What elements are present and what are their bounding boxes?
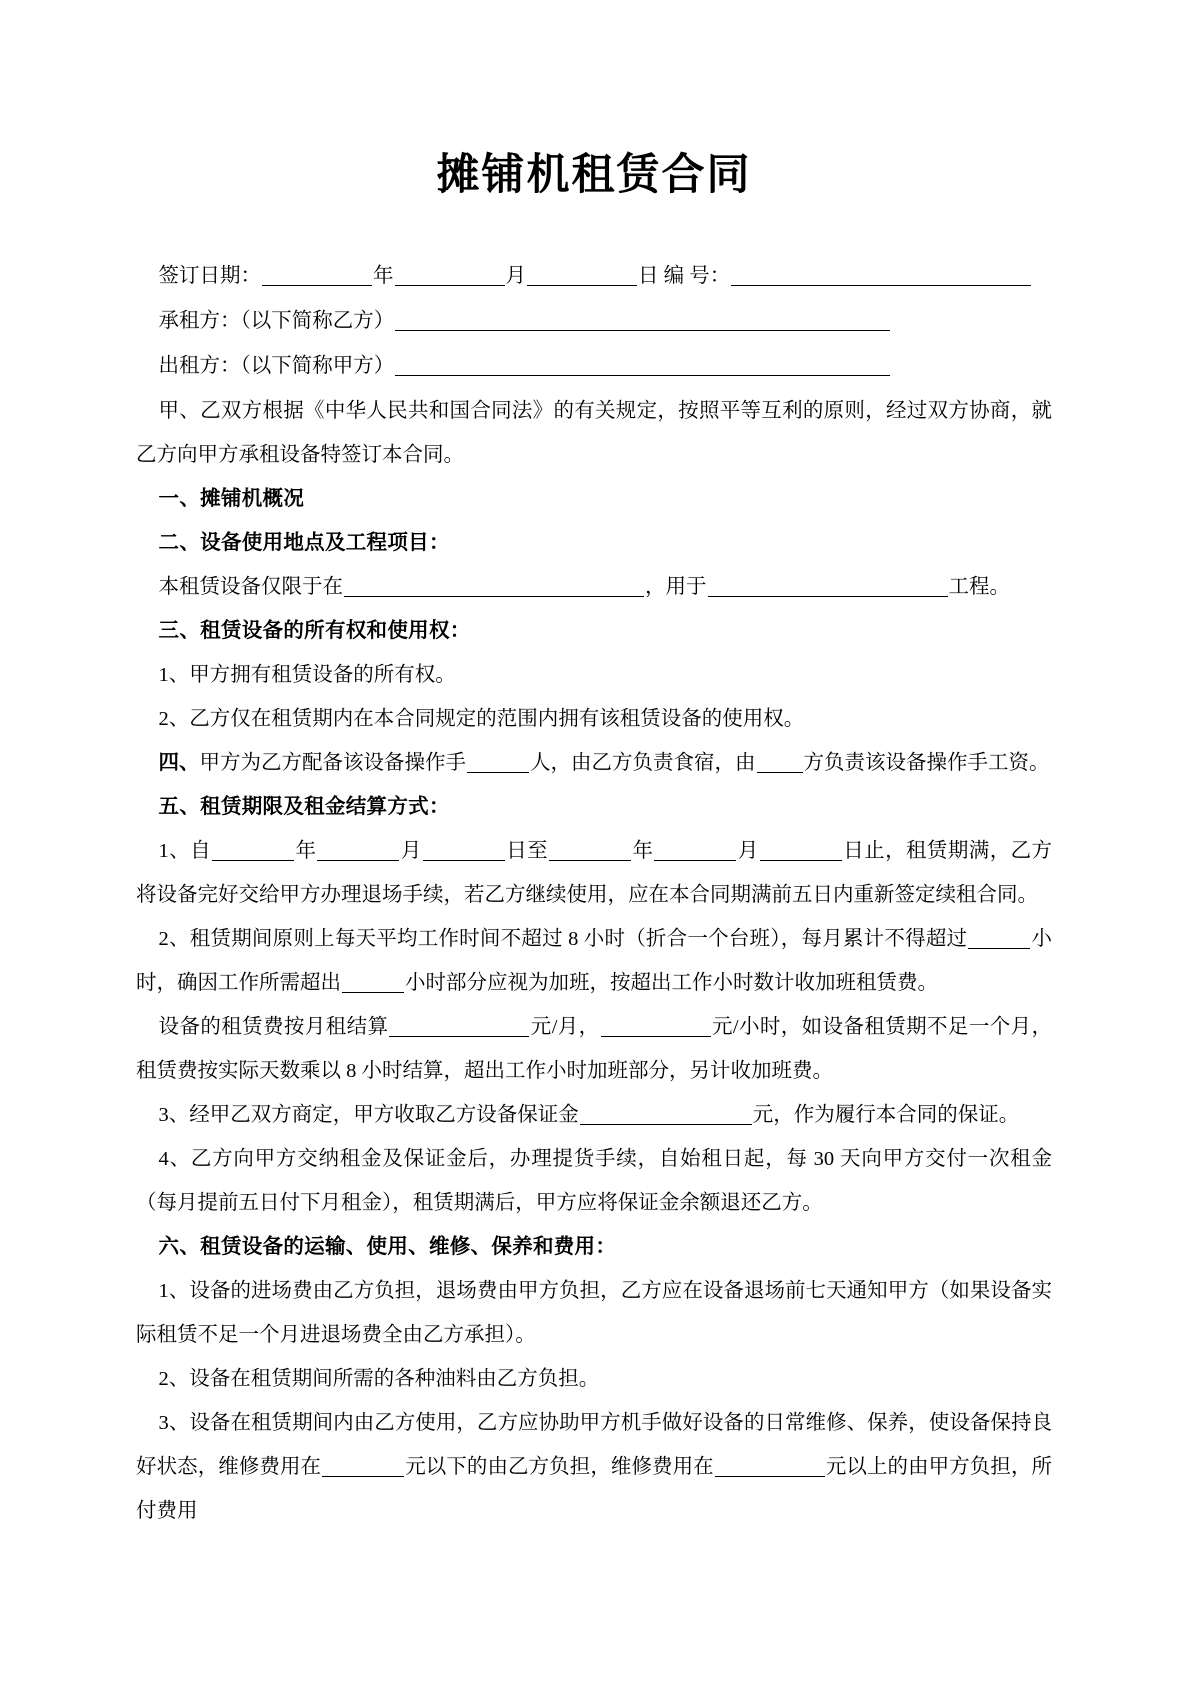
paragraph-s5-1-blank-3[interactable]: [423, 838, 505, 861]
paragraph-s6-1: [136, 1269, 1052, 1357]
section-heading-s3: 三、租赁设备的所有权和使用权：: [158, 618, 471, 642]
paragraph-s5-1-text-4: 日至: [505, 839, 549, 862]
paragraph-s5-4-blank-1[interactable]: [580, 1102, 752, 1125]
paragraph-s2-p1-text-1: 本租赁设备仅限于在: [158, 575, 344, 598]
paragraph-s5-1-text-5: 年: [632, 839, 654, 862]
section-heading-s2: 二、设备使用地点及工程项目：: [158, 530, 450, 554]
paragraph-s5-1: [136, 829, 1052, 917]
section-s3: [136, 609, 1052, 741]
paragraph-s5-2-text-1: 2、租赁期间原则上每天平均工作时间不超过 8 小时（折合一个台班），每月累计不得超过: [158, 927, 968, 950]
lessee-blank[interactable]: [395, 308, 890, 331]
section-s6: [136, 1225, 1052, 1533]
lessee-line: [136, 299, 1052, 344]
lessor-line: [136, 344, 1052, 389]
preamble-paragraph: 甲、乙双方根据《中华人民共和国合同法》的有关规定，按照平等互利的原则，经过双方协商，就乙方向甲方承租设备特签订本合同。: [136, 399, 1052, 466]
paragraph-s5-1-text-3: 月: [400, 839, 422, 862]
section-s1: [136, 477, 1052, 521]
paragraph-s5-3-text-1: 设备的租赁费按月租结算: [158, 1015, 389, 1038]
paragraph-s5-2-blank-1[interactable]: [968, 926, 1030, 949]
paragraph-s5-3-blank-2[interactable]: [601, 1014, 711, 1037]
paragraph-s6-3-text-2: 元以下的由乙方负担，维修费用在: [405, 1455, 714, 1478]
paragraph-s2-p1-text-2: ，用于: [645, 575, 707, 598]
section-heading-s4-blank-1[interactable]: [467, 750, 529, 773]
paragraph-s5-1-blank-1[interactable]: [212, 838, 294, 861]
paragraph-s5-5-text-1: 4、乙方向甲方交纳租金及保证金后，办理提货手续，自始租日起，每 30 天向甲方交付一次租金（每月提前五日付下月租金），租赁期满后，甲方应将保证金余额退还乙方。: [136, 1147, 1052, 1214]
paragraph-s5-3-blank-1[interactable]: [389, 1014, 529, 1037]
paragraph-s5-1-blank-5[interactable]: [654, 838, 736, 861]
paragraph-s5-2-text-2: 小时，确因工作所需超出: [136, 927, 1053, 994]
paragraph-s5-3-text-3: 元/小时，如设备租赁期不足一个月，租赁费按实际天数乘以 8 小时结算，超出工作小时加班部分，另计收加班费。: [136, 1015, 1053, 1082]
sign-month-blank[interactable]: [395, 263, 505, 286]
paragraph-s5-1-blank-4[interactable]: [549, 838, 631, 861]
lessee-label: 承租方：（以下简称乙方）: [158, 309, 395, 332]
paragraph-s2-p1-blank-1[interactable]: [344, 574, 644, 597]
title-spacer: [136, 202, 1052, 254]
section-s2: [136, 521, 1052, 609]
section-heading-s5: 五、租赁期限及租金结算方式：: [158, 794, 450, 818]
paragraph-s5-1-text-7: 日止，租赁期满，乙方将设备完好交给甲方办理退场手续，若乙方继续使用，应在本合同期满前五日内重新签定续租合同。: [136, 839, 1053, 906]
section-heading-s6: 六、租赁设备的运输、使用、维修、保养和费用：: [158, 1234, 617, 1258]
paragraph-s6-3-text-1: 3、设备在租赁期间内由乙方使用，乙方应协助甲方机手做好设备的日常维修、保养，使设备保持良好状态，维修费用在: [136, 1411, 1052, 1478]
paragraph-s6-3-blank-1[interactable]: [322, 1454, 404, 1477]
contract-number-label: 编 号：: [663, 264, 731, 287]
section-heading-s1: 一、摊铺机概况: [158, 486, 305, 510]
document-content: [136, 0, 1052, 1533]
sign-day-blank[interactable]: [527, 263, 637, 286]
section-heading-s4-text-2: 人，由乙方负责食宿，由: [530, 751, 756, 774]
sign-year-blank[interactable]: [262, 263, 372, 286]
section-s4: [136, 741, 1052, 785]
month-label: 月: [505, 264, 527, 287]
paragraph-s5-2: [136, 917, 1052, 1005]
contract-number-blank[interactable]: [731, 263, 1031, 286]
paragraph-s2-p1: [136, 565, 1052, 609]
paragraph-s5-4: [136, 1093, 1052, 1137]
paragraph-s6-2-text-1: 2、设备在租赁期间所需的各种油料由乙方负担。: [158, 1367, 600, 1390]
day-label: 日: [638, 264, 659, 287]
paragraph-s5-4-text-1: 3、经甲乙双方商定，甲方收取乙方设备保证金: [158, 1103, 579, 1126]
paragraph-s5-4-text-2: 元，作为履行本合同的保证。: [752, 1103, 1020, 1126]
paragraph-s5-1-blank-2[interactable]: [317, 838, 399, 861]
lessor-label: 出租方：（以下简称甲方）: [158, 354, 395, 377]
paragraph-s6-1-text-1: 1、设备的进场费由乙方负担，退场费由甲方负担，乙方应在设备退场前七天通知甲方（如果设备实际租赁不足一个月进退场费全由乙方承担）。: [136, 1279, 1052, 1346]
paragraph-s2-p1-text-3: 工程。: [948, 575, 1011, 598]
paragraph-s5-1-text-2: 年: [295, 839, 317, 862]
page-title: 摊铺机租赁合同: [436, 151, 752, 199]
section-s5: [136, 785, 1052, 1225]
paragraph-s6-2: [136, 1357, 1052, 1401]
lessor-blank[interactable]: [395, 353, 890, 376]
section-heading-s4-text-3: 方负责该设备操作手工资。: [803, 751, 1050, 774]
paragraph-s6-3-text-3: 元以上的由甲方负担，所付费用: [136, 1455, 1053, 1522]
paragraph-s6-3-blank-2[interactable]: [715, 1454, 825, 1477]
paragraph-s5-1-text-6: 月: [737, 839, 759, 862]
paragraph-s5-1-blank-6[interactable]: [760, 838, 842, 861]
paragraph-s5-2-blank-2[interactable]: [342, 970, 404, 993]
paragraph-s5-5: [136, 1137, 1052, 1225]
paragraph-s3-2: 2、乙方仅在租赁期内在本合同规定的范围内拥有该租赁设备的使用权。: [158, 707, 805, 730]
paragraph-s5-1-text-1: 1、自: [158, 839, 212, 862]
paragraph-s2-p1-blank-2[interactable]: [708, 574, 948, 597]
year-label: 年: [373, 264, 394, 287]
section-heading-s4-blank-2[interactable]: [757, 750, 803, 773]
paragraph-s3-1: 1、甲方拥有租赁设备的所有权。: [158, 663, 456, 686]
paragraph-s5-2-text-3: 小时部分应视为加班，按超出工作小时数计收加班租赁费。: [405, 971, 938, 994]
sign-date-line: [136, 254, 1052, 299]
paragraph-s5-3: [136, 1005, 1052, 1093]
sections-container: [136, 477, 1052, 1533]
section-heading-s4: [136, 741, 1052, 785]
paragraph-s5-3-text-2: 元/月，: [530, 1015, 600, 1038]
sign-date-label: 签订日期：: [158, 264, 262, 287]
paragraph-s6-3: [136, 1401, 1052, 1533]
section-heading-s4-text-1: 甲方为乙方配备该设备操作手: [199, 751, 467, 774]
section-heading-number-s4: 四、: [158, 750, 200, 774]
